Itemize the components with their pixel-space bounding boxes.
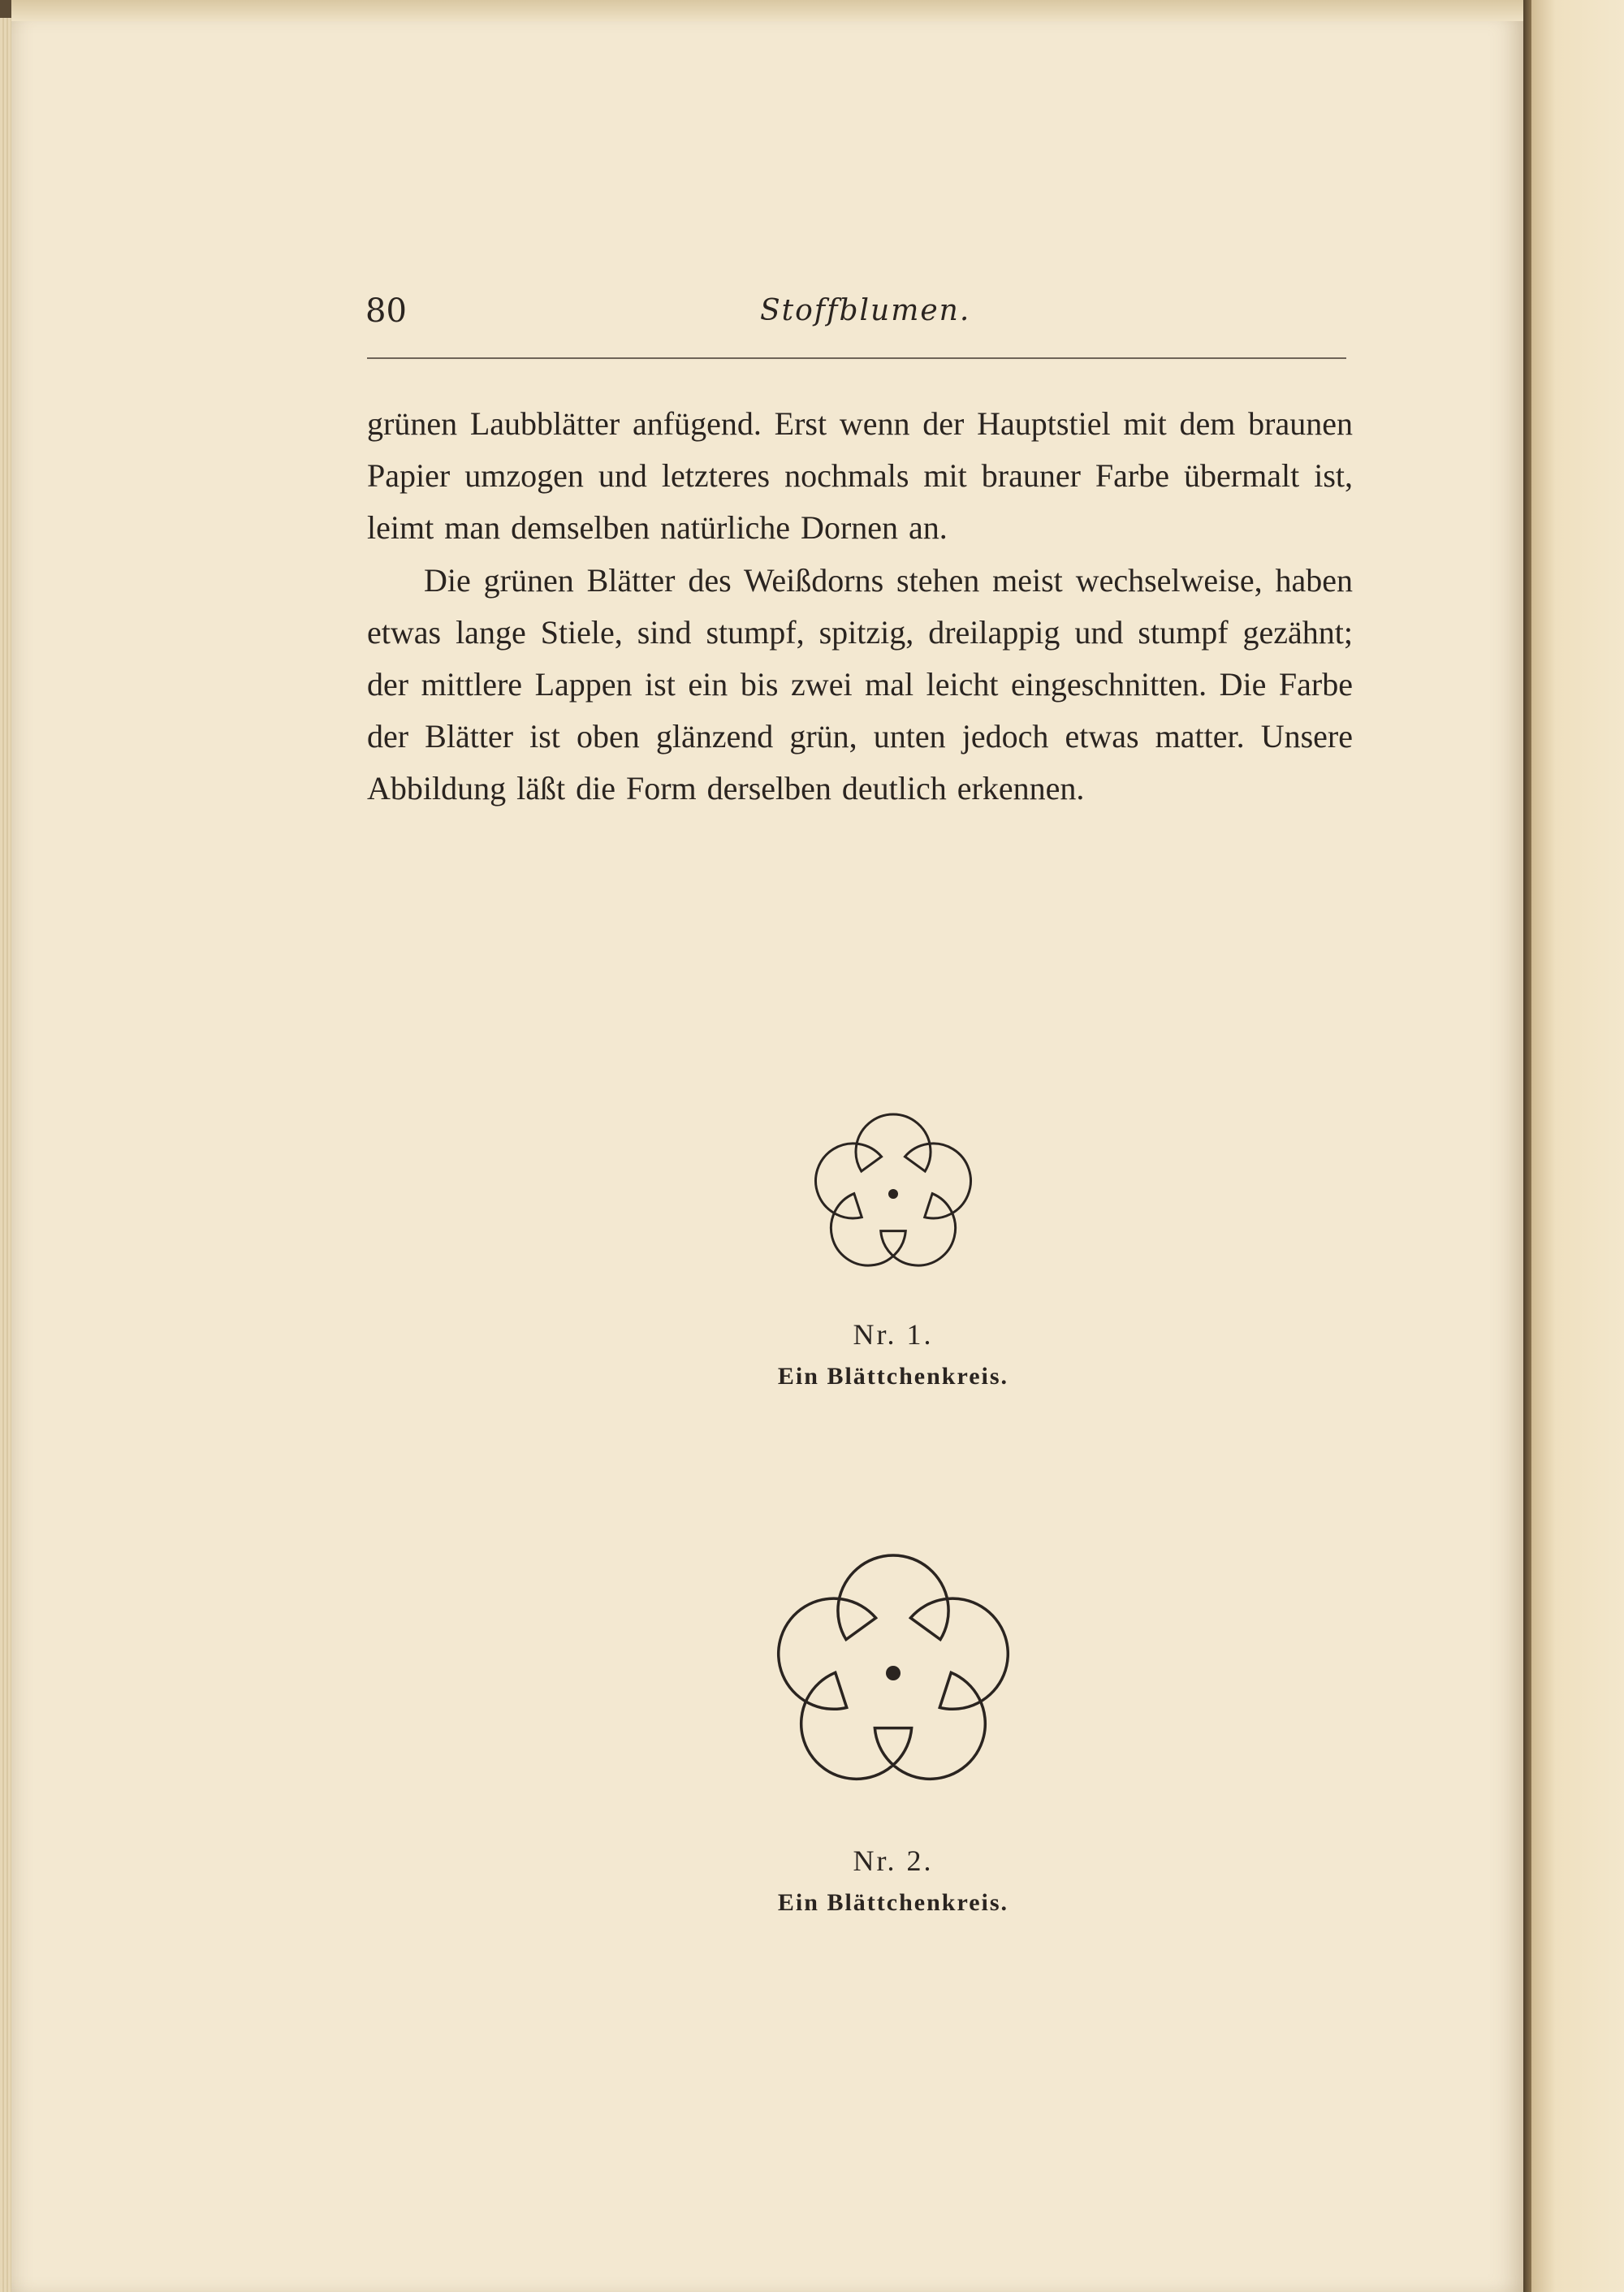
figure-1-caption: Ein Blättchenkreis. — [777, 1363, 1009, 1390]
running-head — [354, 292, 1348, 341]
figure-2-caption: Ein Blättchenkreis. — [777, 1889, 1009, 1916]
figure-1 — [731, 1088, 1056, 1390]
header-rule — [367, 357, 1346, 359]
flower-outline-2-icon — [739, 1519, 1047, 1827]
running-title: Stoffblumen. — [760, 294, 971, 327]
page-number: 80 — [365, 292, 407, 330]
figure-2 — [698, 1519, 1088, 1917]
page-top-edge — [11, 0, 1523, 21]
figure-1-number: Nr. 1. — [853, 1318, 934, 1351]
body-text — [367, 398, 1353, 815]
adjacent-page-edge — [1527, 0, 1624, 2292]
figure-2-number: Nr. 2. — [853, 1844, 934, 1877]
paragraph-2: Die grünen Blätter des Weißdorns stehen meist wechselweise, haben etwas lange Stiele, sind stumpf, spitzig, dreilappig und stumpf gezähnt; der mittlere Lappen ist ein bis zwei mal leicht eingeschnitten. Die Farbe der Blätter ist oben glänzend grün, unten jedoch etwas matter. Unsere Abbildung läßt die Form derselben deutlich erkennen. — [367, 561, 1353, 807]
flower-outline-1-icon — [788, 1088, 999, 1300]
paragraph-1: grünen Laubblätter anfügend. Erst wenn der Hauptstiel mit dem braunen Papier umzogen und letzteres nochmals mit brauner Farbe übermalt ist, leimt man demselben natürliche Dornen an. — [367, 405, 1353, 547]
